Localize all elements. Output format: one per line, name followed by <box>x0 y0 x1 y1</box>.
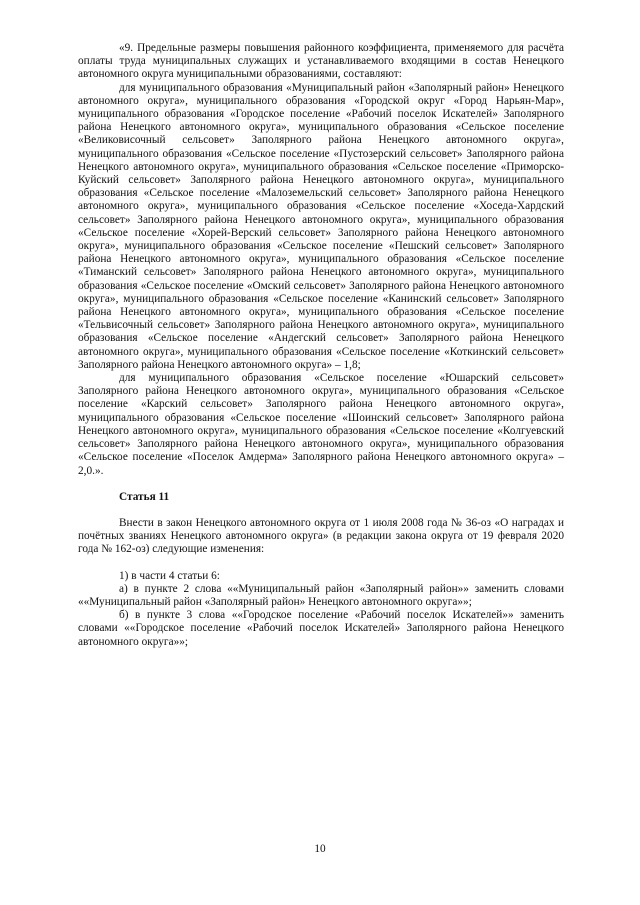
spacer <box>78 557 564 570</box>
article-9-group-1-8: для муниципального образования «Муниципальный район «Заполярный район» Ненецкого автономного округа», муниципального образования «Городской округ «Город Нарьян-Мар», муниципального образования «Городское поселение «Рабочий поселок Искателей» Заполярного района Ненецкого автономного округа», муниципального образования «Сельское поселение «Великовисочный сельсовет» Заполярного района Ненецкого автономного округа», муниципального образования «Сельское поселение «Пустозерский сельсовет» Заполярного района Ненецкого автономного округа», муниципального образования «Сельское поселение «Приморско-Куйский сельсовет» Заполярного района Ненецкого автономного округа», муниципального образования «Сельское поселение «Малоземельский сельсовет» Заполярного района Ненецкого автономного округа», муниципального образования «Сельское поселение «Хоседа-Хардский сельсовет» Заполярного района Ненецкого автономного округа», муниципального образования «Сельское поселение «Хорей-Верский сельсовет» Заполярного района Ненецкого автономного округа», муниципального образования «Сельское поселение «Пешский сельсовет» Заполярного района Ненецкого автономного округа», муниципального образования «Сельское поселение «Тиманский сельсовет» Заполярного района Ненецкого автономного округа», муниципального образования «Сельское поселение «Омский сельсовет» Заполярного района Ненецкого автономного округа», муниципального образования «Сельское поселение «Канинский сельсовет» Заполярного района Ненецкого автономного округа», муниципального образования «Сельское поселение «Тельвисочный сельсовет» Заполярного района Ненецкого автономного округа», муниципального образования «Сельское поселение «Андегский сельсовет» Заполярного района Ненецкого автономного округа», муниципального образования «Сельское поселение «Коткинский сельсовет» Заполярного района Ненецкого автономного округа» – 1,8; <box>78 81 564 371</box>
article-9-intro: «9. Предельные размеры повышения районного коэффициента, применяемого для расчёта оплаты труда муниципальных служащих и устанавливаемого входящими в состав Ненецкого автономного округа муниципальными образованиями, составляют: <box>78 42 564 81</box>
spacer <box>78 478 564 491</box>
page-number: 10 <box>314 843 326 855</box>
article-11-item-1b: б) в пункте 3 слова ««Городское поселение «Рабочий поселок Искателей»» заменить словами ««Городское поселение «Рабочий поселок Искателей» Заполярного района Ненецкого автономного округа»»; <box>78 609 564 648</box>
article-11-item-1: 1) в части 4 статьи 6: <box>119 569 220 582</box>
article-11-intro: Внести в закон Ненецкого автономного округа от 1 июля 2008 года № 36-оз «О наградах и почётных званиях Ненецкого автономного округа» (в редакции закона округа от 19 февраля 2020 года № 162-оз) следующие изменения: <box>78 516 564 556</box>
article-9-group-2-0: для муниципального образования «Сельское поселение «Юшарский сельсовет» Заполярного района Ненецкого автономного округа», муниципального образования «Сельское поселение «Карский сельсовет» Заполярного района Ненецкого автономного округа», муниципального образования «Сельское поселение «Шоинский сельсовет» Заполярного района Ненецкого автономного округа», муниципального образования «Сельское поселение «Колгуевский сельсовет» Заполярного района Ненецкого автономного округа», муниципального образования «Сельское поселение «Поселок Амдерма» Заполярного района Ненецкого автономного округа» – 2,0.». <box>78 372 564 477</box>
document-body <box>78 42 564 649</box>
article-11-item-1a: а) в пункте 2 слова ««Муниципальный район «Заполярный район»» заменить словами ««Муниципальный район «Заполярный район» Ненецкого автономного округа»»; <box>78 582 564 608</box>
article-11-heading: Статья 11 <box>119 490 170 503</box>
spacer <box>78 504 564 517</box>
